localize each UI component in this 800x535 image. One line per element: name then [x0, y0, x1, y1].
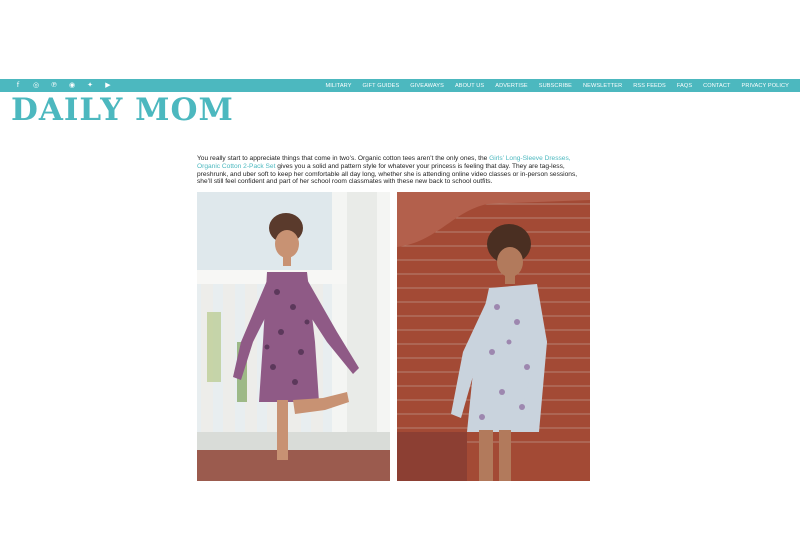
nav-item-rss-feeds[interactable]: RSS FEEDS — [633, 82, 666, 89]
instagram-icon[interactable]: ◎ — [32, 81, 40, 89]
social-links — [0, 79, 112, 92]
brick-photo-illustration — [397, 192, 590, 481]
site-logo[interactable]: DAILY MOM — [11, 92, 234, 128]
article-text-start: You really start to appreciate things that come in two’s. Organic cotton tees aren’t the only ones, the — [197, 155, 490, 162]
nav-item-contact[interactable]: CONTACT — [703, 82, 731, 89]
nav-item-faqs[interactable]: FAQS — [676, 82, 693, 89]
nav-item-subscribe[interactable]: SUBSCRIBE — [538, 82, 572, 89]
main-nav — [325, 83, 800, 89]
nav-item-giveaways[interactable]: GIVEAWAYS — [410, 82, 444, 89]
twitter-icon[interactable]: ✦ — [87, 81, 93, 89]
girl-by-brick-wall-photo — [397, 192, 590, 481]
nav-item-military[interactable]: MILITARY — [325, 82, 352, 89]
rss-icon[interactable]: ◉ — [68, 81, 76, 89]
top-navigation-bar — [0, 79, 800, 92]
girl-on-porch-photo — [197, 192, 390, 481]
nav-item-advertise[interactable]: ADVERTISE — [495, 82, 528, 89]
nav-item-privacy-policy[interactable]: PRIVACY POLICY — [741, 82, 789, 89]
nav-item-gift-guides[interactable]: GIFT GUIDES — [362, 82, 400, 89]
nav-item-newsletter[interactable]: NEWSLETTER — [582, 82, 623, 89]
porch-photo-illustration — [197, 192, 390, 481]
article-text-end: gives you a solid and pattern style for whatever your princess is feeling that day. They are tag-less, preshrunk, and uber soft to keep her comfortable all day long, whether she is attending online video classes or in-person sessions, she’ll still feel confident and part of her school room classmates with these new back to school outfits. — [197, 162, 578, 186]
product-link[interactable]: Girls’ Long-Sleeve Dresses, Organic Cotton 2-Pack Set — [197, 155, 571, 170]
facebook-icon[interactable]: f — [16, 81, 20, 89]
article-paragraph — [197, 155, 591, 186]
youtube-icon[interactable]: ▶ — [105, 81, 111, 89]
pinterest-icon[interactable]: ℗ — [50, 81, 58, 89]
nav-item-about-us[interactable]: ABOUT US — [454, 82, 485, 89]
